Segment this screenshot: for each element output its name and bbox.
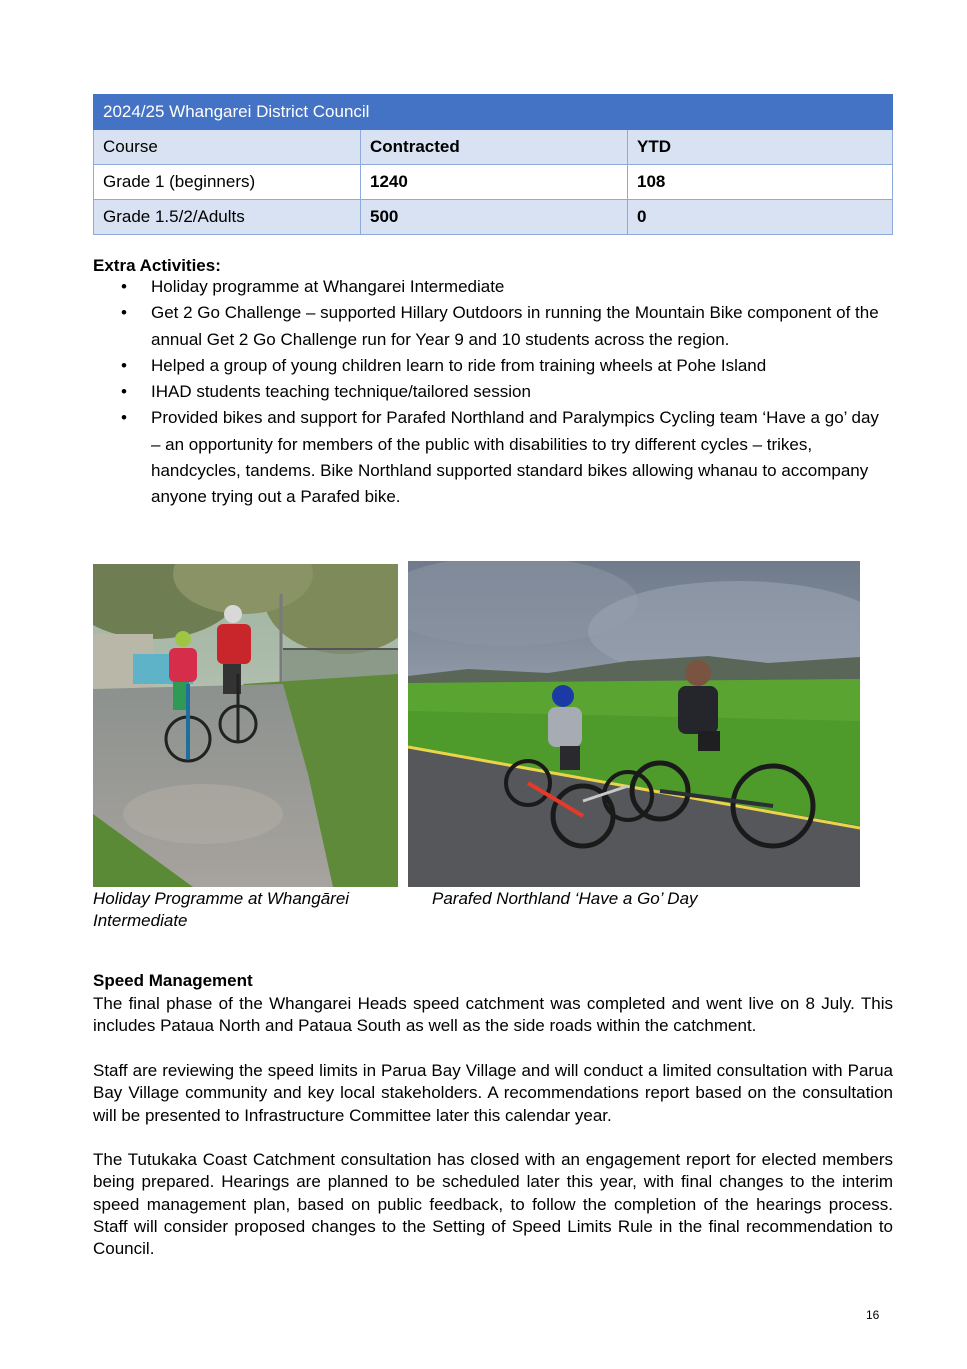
speed-paragraph: The Tutukaka Coast Catchment consultation has closed with an engagement report for elected members being prepared. Hearings are planned to be scheduled later this year, with final changes to the interim speed management plan, based on public feedback, to follow the completion of the hearings process. Staff will consider proposed changes to the Setting of Speed Limits Rule in the final recommendation to Council. — [93, 1150, 893, 1259]
extra-activities-heading: Extra Activities: — [93, 256, 221, 275]
cell-contracted: 1240 — [361, 165, 628, 200]
speed-paragraph: Staff are reviewing the speed limits in Parua Bay Village and will conduct a limited consultation with Parua Bay Village community and key local stakeholders. A recommendations report based on the consultation will be presented to Infrastructure Committee later this calendar year. — [93, 1061, 893, 1125]
page-number: 16 — [866, 1308, 880, 1322]
cell-ytd: 0 — [628, 200, 893, 235]
table-title: 2024/25 Whangarei District Council — [94, 95, 893, 130]
cell-course: Grade 1.5/2/Adults — [94, 200, 361, 235]
holiday-programme-caption: Holiday Programme at Whangārei Intermediate — [93, 889, 350, 930]
parafed-day-caption: Parafed Northland ‘Have a Go’ Day — [432, 889, 698, 908]
header-course: Course — [94, 130, 361, 165]
speed-management-heading: Speed Management — [93, 971, 253, 990]
cell-ytd: 108 — [628, 165, 893, 200]
list-item: • Get 2 Go Challenge – supported Hillary Outdoors in running the Mountain Bike component of the annual Get 2 Go Challenge run for Year 9 and 10 students across the region. — [93, 300, 893, 353]
table-header-row — [94, 130, 893, 165]
list-item: • IHAD students teaching technique/tailored session — [93, 379, 893, 405]
cell-contracted: 500 — [361, 200, 628, 235]
list-item: • Helped a group of young children learn to ride from training wheels at Pohe Island — [93, 353, 893, 379]
council-courses-table — [93, 94, 893, 235]
table-title-row — [94, 95, 893, 130]
header-contracted: Contracted — [361, 130, 628, 165]
holiday-programme-photo — [93, 564, 398, 887]
holiday-programme-illustration — [93, 564, 398, 887]
list-item: • Holiday programme at Whangarei Intermediate — [93, 274, 893, 300]
list-item: • Provided bikes and support for Parafed Northland and Paralympics Cycling team ‘Have a go’ day – an opportunity for members of the public with disabilities to try different cycles – trikes, handcycles, tandems. Bike Northland supported standard bikes allowing whanau to accompany anyone trying out a Parafed bike. — [93, 405, 893, 510]
header-ytd: YTD — [628, 130, 893, 165]
parafed-day-photo — [408, 561, 860, 887]
speed-paragraph: The final phase of the Whangarei Heads speed catchment was completed and went live on 8 July. This includes Pataua North and Pataua South as well as the side roads within the catchment. — [93, 994, 893, 1036]
cell-course: Grade 1 (beginners) — [94, 165, 361, 200]
table-row — [94, 165, 893, 200]
extra-activities-list — [93, 274, 893, 511]
table-row — [94, 200, 893, 235]
parafed-day-illustration — [408, 561, 860, 887]
